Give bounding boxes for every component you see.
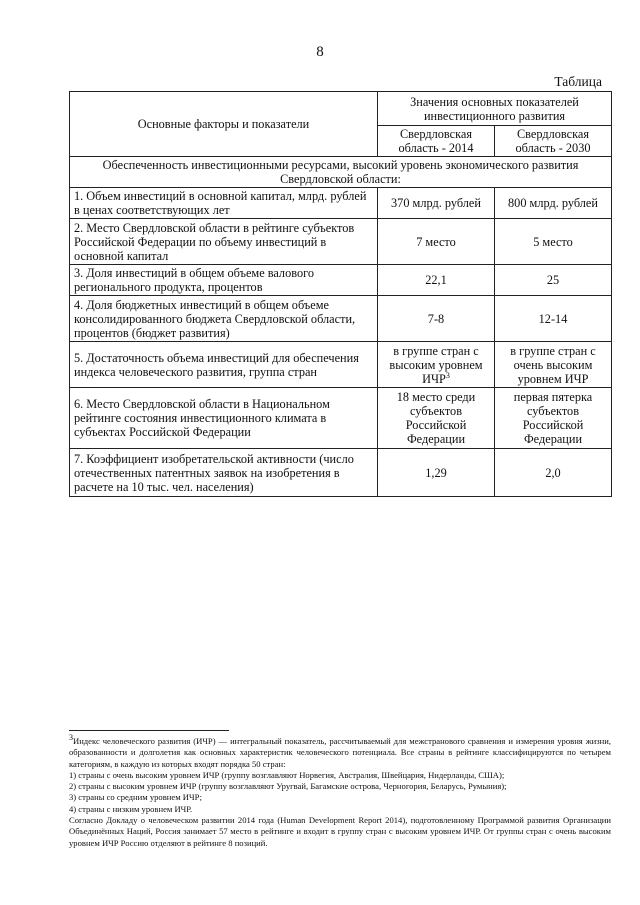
value-2014-cell: 7-8 [378, 296, 495, 342]
footnote-item-1: 1) страны с очень высоким уровнем ИЧР (группу возглавляют Норвегия, Австралия, Швейцария, Нидерланды, США); [69, 769, 505, 780]
indicator-cell: 6. Место Свердловской области в Национальном рейтинге состояния инвестиционного климата в субъектах Российской Федерации [70, 388, 378, 449]
footnote-item-4: 4) страны с низким уровнем ИЧР. [69, 803, 193, 814]
indicators-table [69, 91, 612, 497]
footnote-conclusion: Согласно Докладу о человеческом развитии 2014 года (Human Development Report 2014), подготовленному Программой развития Организации Объединённых Наций, Россия занимает 57 место в рейтинге и входит в группу стран с высоким уровнем ИЧР. От группы стран с очень высоким уровнем ИЧР Россию отделяют в рейтинге 8 позиций. [69, 815, 611, 848]
value-2030-cell: первая пятерка субъектов Российской Федерации [495, 388, 612, 449]
value-2030-cell: 800 млрд. рублей [495, 188, 612, 219]
header-values: Значения основных показателей инвестиционного развития [378, 92, 612, 126]
table-row [70, 296, 612, 342]
indicator-cell: 2. Место Свердловской области в рейтинге субъектов Российской Федерации по объему инвестиций в основной капитал [70, 219, 378, 265]
value-2030-cell: 5 место [495, 219, 612, 265]
indicator-cell: 5. Достаточность объема инвестиций для обеспечения индекса человеческого развития, группа стран [70, 342, 378, 388]
table-row [70, 388, 612, 449]
table-row [70, 265, 612, 296]
indicator-cell: 4. Доля бюджетных инвестиций в общем объеме консолидированного бюджета Свердловской области, процентов (бюджет развития) [70, 296, 378, 342]
indicator-cell: 7. Коэффициент изобретательской активности (число отечественных патентных заявок на изобретения в расчете на 10 тыс. чел. населения) [70, 449, 378, 497]
value-2030-cell: 12-14 [495, 296, 612, 342]
table-caption: Таблица [554, 74, 602, 89]
section-row [70, 157, 612, 188]
table-row [70, 449, 612, 497]
value-2014-cell: 18 место среди субъектов Российской Федерации [378, 388, 495, 449]
value-2014-cell: 1,29 [378, 449, 495, 497]
page-number: 8 [316, 44, 324, 60]
table-row [70, 219, 612, 265]
header-col-2030: Свердловская область - 2030 [495, 126, 612, 157]
value-2014-cell [378, 342, 495, 388]
indicator-cell: 3. Доля инвестиций в общем объеме валового регионального продукта, процентов [70, 265, 378, 296]
indicator-cell: 1. Объем инвестиций в основной капитал, млрд. рублей в ценах соответствующих лет [70, 188, 378, 219]
value-2014-text: в группе стран с высоким уровнем ИЧР [389, 343, 483, 386]
footnote-text: Индекс человеческого развития (ИЧР) — интегральный показатель, рассчитываемый для межстранового сравнения и измерения уровня жизни, образованности и долголетия как основных характеристик человеческого потенциала. Все страны в рейтинге классифицируются по четырем категориям, в каждую из которых входят порядка 50 стран: [69, 736, 611, 769]
footnote-intro [69, 733, 611, 770]
footnote-separator [69, 730, 229, 731]
value-2014-cell: 22,1 [378, 265, 495, 296]
value-2014-cell: 370 млрд. рублей [378, 188, 495, 219]
value-2030-cell: 2,0 [495, 449, 612, 497]
footnote-item-3: 3) страны со средним уровнем ИЧР; [69, 792, 203, 803]
header-col-2014: Свердловская область - 2014 [378, 126, 495, 157]
table-row [70, 188, 612, 219]
footnote-marker: 3 [69, 733, 73, 743]
value-2030-cell: 25 [495, 265, 612, 296]
table-row [70, 342, 612, 388]
footnote-item-2: 2) страны с высоким уровнем ИЧР (группу возглавляют Уругвай, Багамские острова, Черногория, Беларусь, Румыния); [69, 781, 507, 792]
header-factors: Основные факторы и показатели [70, 92, 378, 157]
footnotes [69, 733, 611, 849]
footnote-ref: 3 [445, 370, 450, 380]
value-2014-cell: 7 место [378, 219, 495, 265]
section-title: Обеспеченность инвестиционными ресурсами, высокий уровень экономического развития Свердловской области: [70, 157, 612, 188]
value-2030-cell: в группе стран с очень высоким уровнем ИЧР [495, 342, 612, 388]
